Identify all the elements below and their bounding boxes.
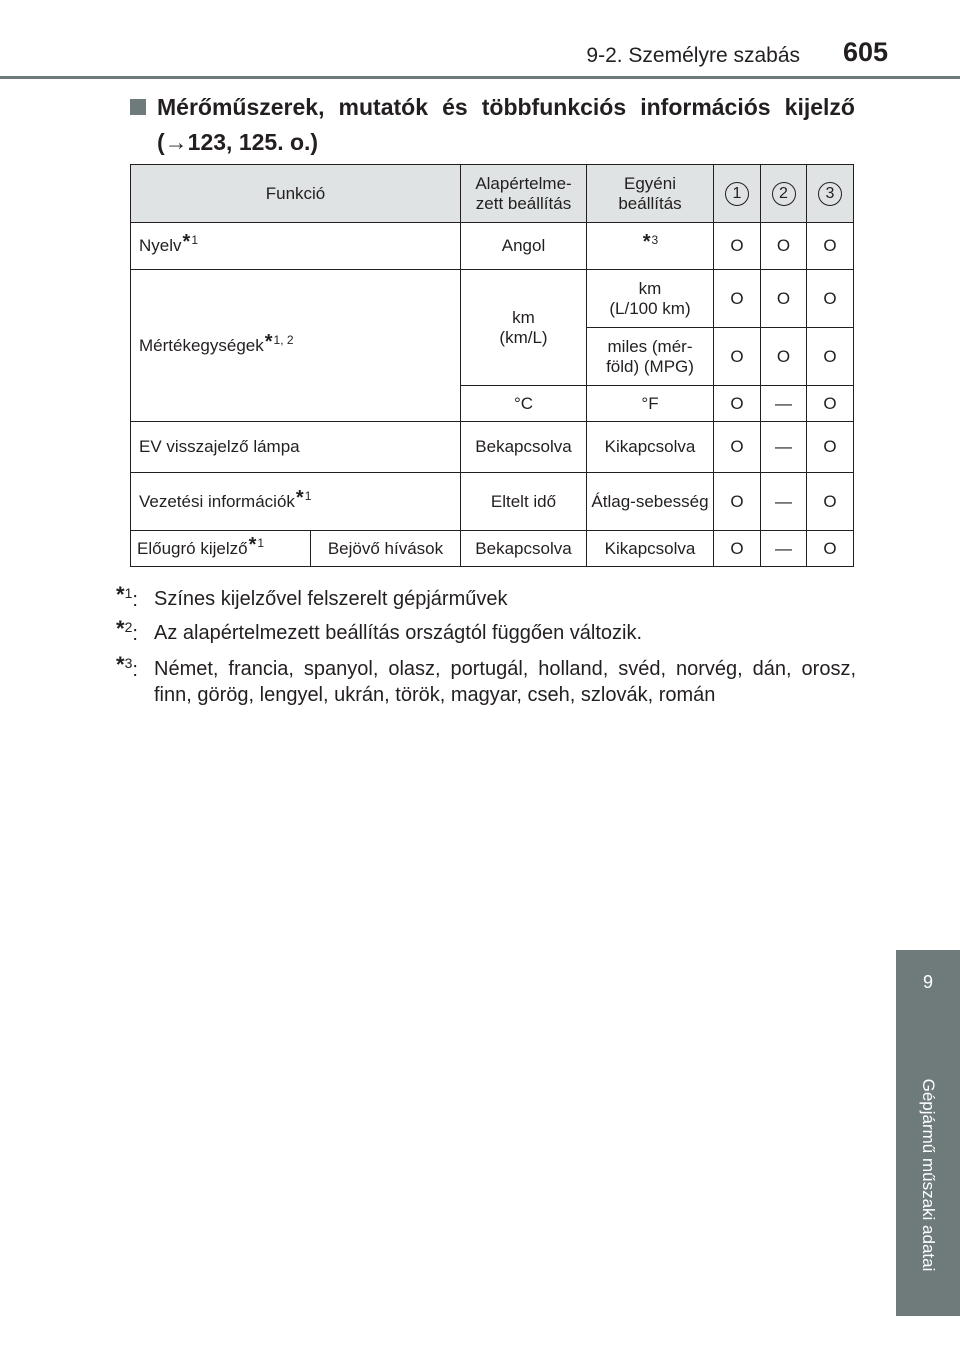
row-sublabel: Bejövő hívások — [311, 531, 461, 567]
row-label: Vezetési információk*$^1$ — [131, 473, 461, 531]
footnote-text-line-2: finn, görög, lengyel, ukrán, török, magyar, cseh, szlovák, román — [154, 684, 716, 706]
footnote-text: Színes kijelzővel felszerelt gépjárművek — [154, 588, 508, 610]
mark-2: O — [761, 270, 807, 328]
custom-value: Kikapcsolva — [587, 422, 714, 473]
header-rule — [0, 76, 960, 79]
col-header-custom: Egyéni beállítás — [587, 165, 714, 223]
chapter-number: 9 — [922, 972, 933, 992]
arrow-right-icon: → — [164, 129, 188, 155]
heading-ref-open: ( — [157, 129, 165, 155]
mark-3: O — [807, 386, 854, 422]
default-value: km (km/L) — [461, 270, 587, 386]
custom-value: km (L/100 km) — [587, 270, 714, 328]
table-row — [131, 223, 854, 270]
table-row — [131, 270, 854, 328]
heading-word: Mérőműszerek, — [157, 94, 325, 120]
mark-1: O — [714, 328, 761, 386]
row-label: Mértékegységek*$^{1, 2}$ — [131, 270, 461, 422]
col-header-default: Alapértelme-zett beállítás — [461, 165, 587, 223]
chapter-title: Gépjármű műszaki adatai — [919, 1078, 938, 1272]
footnote-2: *$^2$: Az alapértelmezett beállítás országtól függően változik. — [116, 620, 856, 646]
heading-page-ref: 123, 125. o.) — [187, 129, 319, 155]
table-row — [131, 473, 854, 531]
col-header-2 — [761, 165, 807, 223]
heading-line-1 — [157, 90, 855, 125]
mark-1: O — [714, 422, 761, 473]
custom-value: Átlag-sebesség — [587, 473, 714, 531]
settings-table — [130, 164, 854, 567]
mark-3: O — [807, 328, 854, 386]
page-number: 605 — [842, 37, 888, 67]
heading-word: mutatók — [338, 94, 428, 120]
mark-1: O — [714, 473, 761, 531]
mark-1: O — [714, 531, 761, 567]
table-header-row — [131, 165, 854, 223]
heading-word: többfunkciós — [481, 94, 627, 120]
mark-2: O — [761, 328, 807, 386]
mark-1: O — [714, 270, 761, 328]
circled-two-icon: 2 — [772, 182, 796, 206]
footnote-text-line-1: Német, francia, spanyol, olasz, portugál, holland, svéd, norvég, dán, orosz, — [154, 658, 856, 680]
mark-3: O — [807, 223, 854, 270]
row-label: Előugró kijelző*$^1$ — [131, 531, 311, 567]
row-label: Nyelv*$^1$ — [131, 223, 461, 270]
default-value: Angol — [461, 223, 587, 270]
mark-1: O — [714, 386, 761, 422]
row-label: EV visszajelző lámpa — [131, 422, 461, 473]
table-row — [131, 422, 854, 473]
custom-value: *$^3$ — [587, 223, 714, 270]
circled-three-icon: 3 — [818, 182, 842, 206]
footnote-3: *$^3$: Német, francia, spanyol, olasz, portugál, holland, svéd, norvég, dán, orosz, finn, görög, lengyel, ukrán, török, magyar, cseh, szlovák, román — [116, 652, 856, 706]
default-value: Eltelt idő — [461, 473, 587, 531]
heading-word: információs — [640, 94, 771, 120]
col-header-1 — [714, 165, 761, 223]
mark-3: O — [807, 473, 854, 531]
mark-3: O — [807, 531, 854, 567]
custom-value: Kikapcsolva — [587, 531, 714, 567]
footnote-1: *$^1$: Színes kijelzővel felszerelt gépjárművek — [116, 586, 856, 612]
heading-word: kijelző — [784, 94, 855, 120]
heading-word: és — [442, 94, 468, 120]
chapter-tab — [896, 950, 960, 1036]
section-title: 9-2. Személyre szabás — [586, 44, 800, 67]
default-value: °C — [461, 386, 587, 422]
mark-3: O — [807, 422, 854, 473]
mark-3: O — [807, 270, 854, 328]
circled-one-icon: 1 — [725, 182, 749, 206]
square-bullet-icon — [130, 99, 146, 115]
mark-1: O — [714, 223, 761, 270]
custom-value: °F — [587, 386, 714, 422]
footnote-text: Az alapértelmezett beállítás országtól függően változik. — [154, 622, 643, 644]
table-row — [131, 531, 854, 567]
custom-value: miles (mér-föld) (MPG) — [587, 328, 714, 386]
col-header-function: Funkció — [131, 165, 461, 223]
mark-2: — — [761, 422, 807, 473]
mark-2: O — [761, 223, 807, 270]
mark-2: — — [761, 531, 807, 567]
heading-line-2 — [157, 125, 318, 160]
mark-2: — — [761, 473, 807, 531]
col-header-3 — [807, 165, 854, 223]
mark-2: — — [761, 386, 807, 422]
default-value: Bekapcsolva — [461, 531, 587, 567]
default-value: Bekapcsolva — [461, 422, 587, 473]
